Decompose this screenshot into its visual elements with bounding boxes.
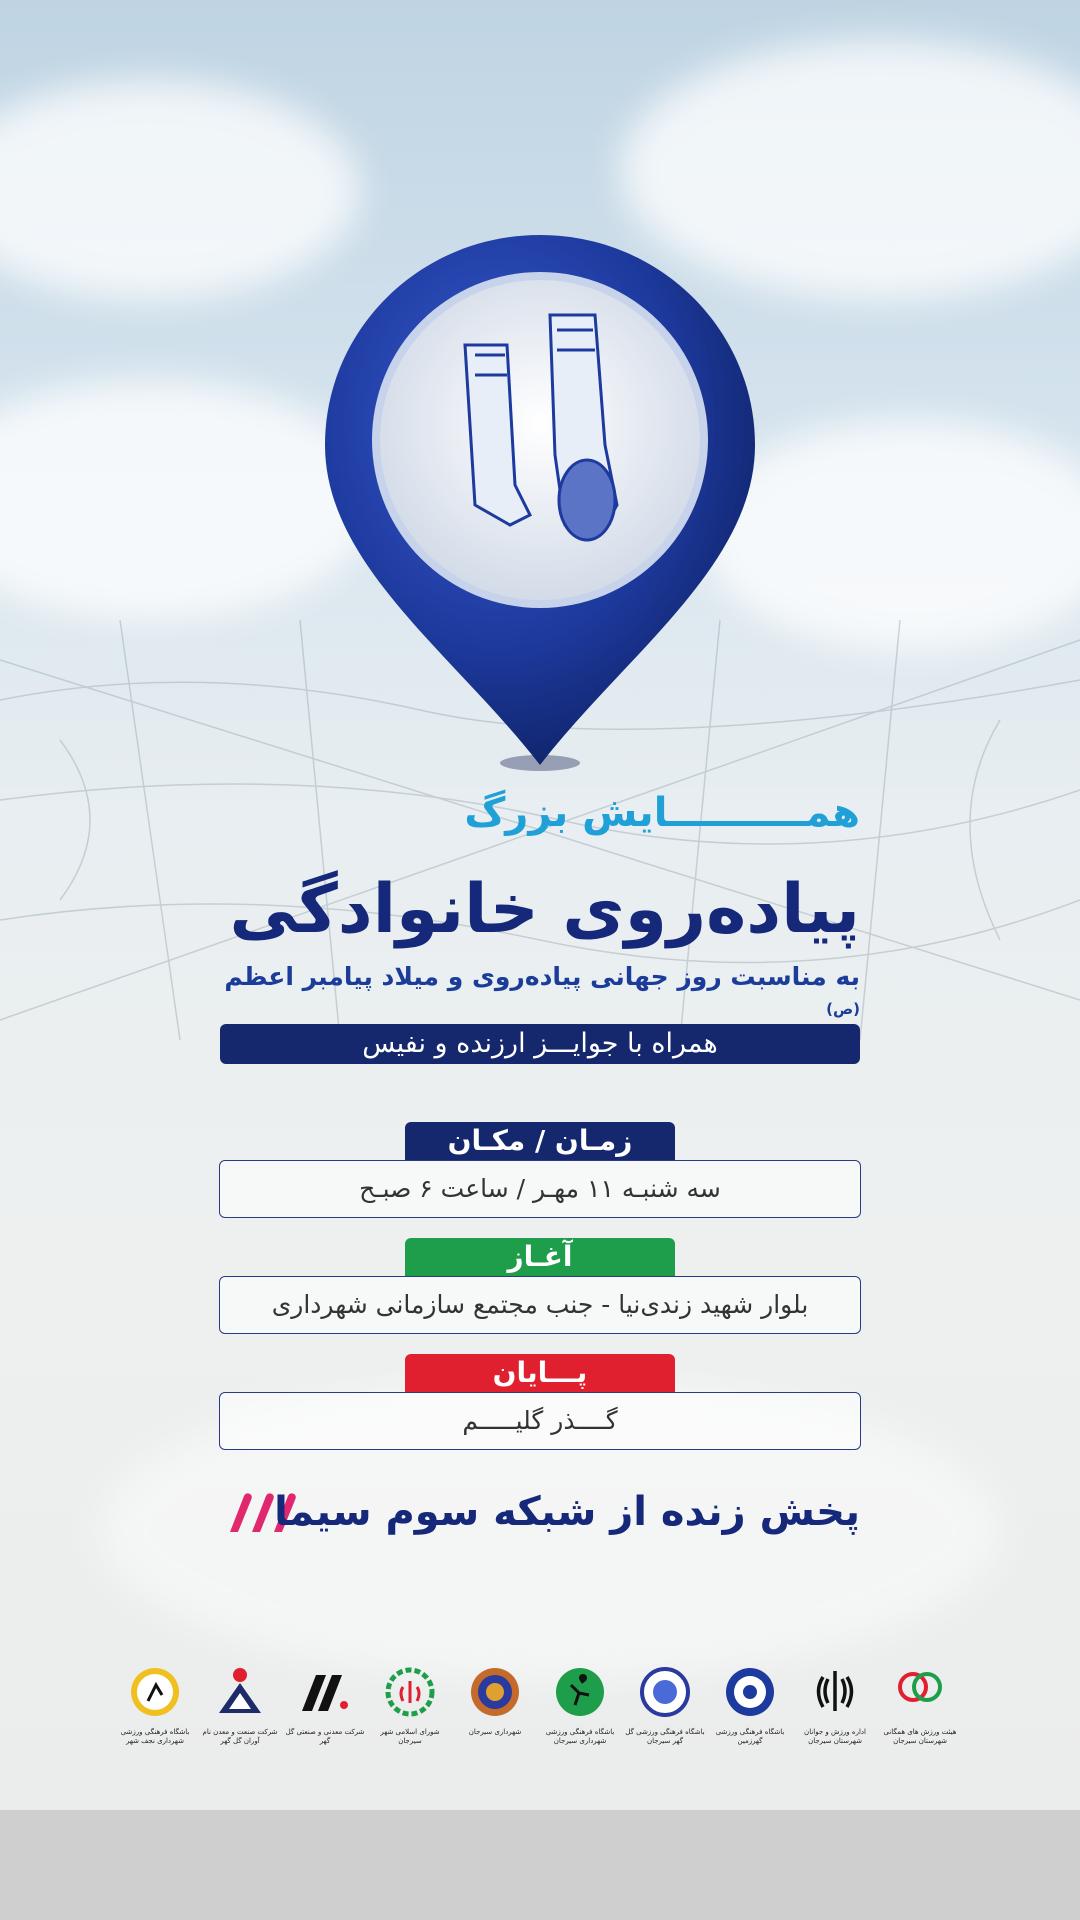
broadcast-line	[220, 1482, 860, 1542]
sponsor-item	[455, 1665, 535, 1737]
namavaran-icon	[213, 1665, 267, 1719]
gohar-zamin-club-icon	[723, 1665, 777, 1719]
sponsor-caption: باشگاه فرهنگی ورزشی شهرداری سیرجان	[545, 1728, 615, 1745]
event-title: پیاده‌روی خانوادگی	[229, 870, 860, 949]
occasion-text: به مناسبت روز جهانی پیاده‌روی و میلاد پیامبر اعظم	[224, 962, 860, 991]
olympic-rings-icon	[893, 1665, 947, 1719]
najafshahr-club-icon	[128, 1665, 182, 1719]
broadcast-text: پخش زنده از شبکه سوم سیما	[274, 1489, 860, 1535]
footer-band	[0, 1810, 1080, 1920]
sponsor-caption: اداره ورزش و جوانان شهرستان سیرجان	[804, 1728, 866, 1745]
sponsor-item	[115, 1665, 195, 1746]
sponsor-caption: شهرداری سیرجان	[468, 1728, 522, 1736]
time-place-value: سه شنبـه ۱۱ مهـر / ساعت ۶ صبـح	[219, 1160, 861, 1218]
sponsor-item	[285, 1665, 365, 1746]
sponsor-caption: شرکت معدنی و صنعتی گل گهر	[285, 1728, 365, 1745]
time-place-label: زمـان / مکـان	[405, 1122, 675, 1160]
end-value: گــــذر گلیـــــم	[219, 1392, 861, 1450]
location-pin	[325, 235, 755, 775]
occasion-suffix: (ص)	[826, 1000, 860, 1018]
sponsor-logos	[115, 1665, 960, 1765]
prize-banner: همراه با جوایـــز ارزنده و نفیس	[220, 1024, 860, 1064]
gol-gohar-club-icon	[638, 1665, 692, 1719]
sponsor-item	[795, 1665, 875, 1746]
event-occasion	[220, 962, 860, 1020]
golgohar-company-icon	[298, 1665, 352, 1719]
start-value: بلوار شهید زندی‌نیا - جنب مجتمع سازمانی شهرداری	[219, 1276, 861, 1334]
city-council-icon	[383, 1665, 437, 1719]
sponsor-caption: شورای اسلامی شهر سیرجان	[380, 1728, 440, 1745]
end-label: پـــایان	[405, 1354, 675, 1392]
sponsor-item	[710, 1665, 790, 1746]
sponsor-caption: باشگاه فرهنگی ورزشی گل گهر سیرجان	[625, 1728, 705, 1745]
iran-emblem-icon	[808, 1665, 862, 1719]
sponsor-caption: باشگاه فرهنگی ورزشی گهرزمین	[715, 1728, 785, 1745]
sponsor-item	[880, 1665, 960, 1746]
municipality-seal-icon	[468, 1665, 522, 1719]
start-label: آغـاز	[405, 1238, 675, 1276]
municipality-club-icon	[553, 1665, 607, 1719]
sponsor-item	[625, 1665, 705, 1746]
sponsor-item	[200, 1665, 280, 1746]
sponsor-caption: هیئت ورزش های همگانی شهرستان سیرجان	[883, 1728, 957, 1745]
sponsor-item	[370, 1665, 450, 1746]
sponsor-item	[540, 1665, 620, 1746]
sponsor-caption: باشگاه فرهنگی ورزشی شهرداری نجف شهر	[120, 1728, 190, 1745]
event-subtitle: همــــــــــایش بزرگ	[464, 790, 860, 836]
sponsor-caption: شرکت صنعت و معدن نام آوران گل گهر	[202, 1728, 278, 1745]
